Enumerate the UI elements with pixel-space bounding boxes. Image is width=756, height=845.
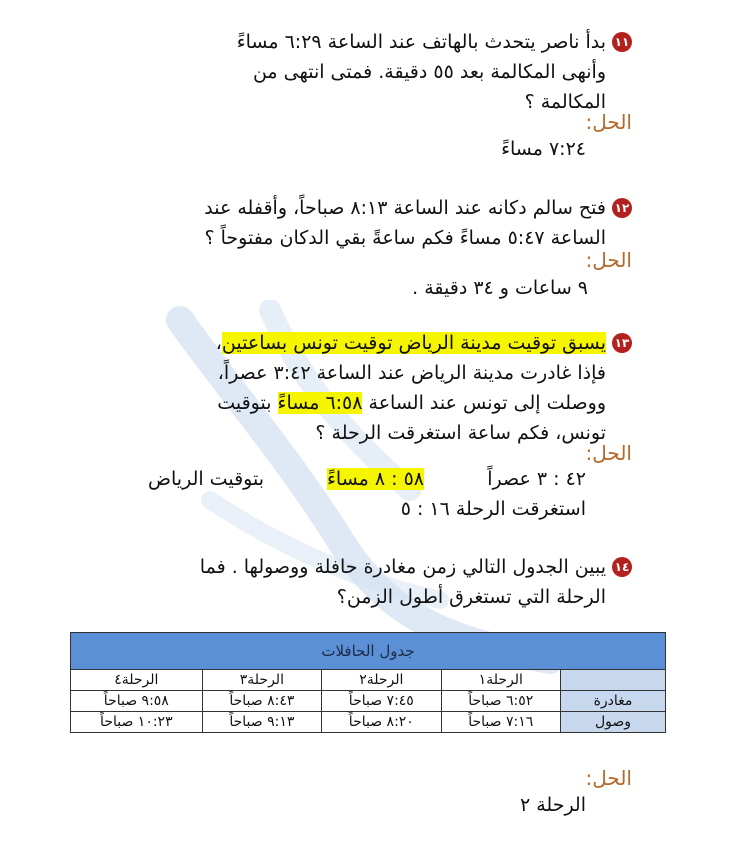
question-11-line-1: ١١بدأ ناصر يتحدث بالهاتف عند الساعة ٦:٢٩ مساءً <box>132 27 632 57</box>
table-cell: ٨:٤٣ صباحاً <box>202 691 321 712</box>
bus-schedule-table <box>70 632 666 733</box>
solution-label: الحل: <box>585 248 632 272</box>
table-cell: ٦:٥٢ صباحاً <box>441 691 560 712</box>
question-number-badge: ١٤ <box>612 557 632 577</box>
question-14-line-1: ١٤يبين الجدول التالي زمن مغادرة حافلة ووصولها . فما <box>132 552 632 582</box>
highlighted-text: يسبق توقيت مدينة الرياض توقيت تونس بساعتين <box>221 332 606 354</box>
work-time-left: ٤٢ : ٣ عصراً <box>487 468 586 490</box>
table-cell: ٩:٥٨ صباحاً <box>71 691 203 712</box>
answer-q13: استغرقت الرحلة ١٦ : ٥ <box>400 498 586 520</box>
highlighted-text: ٦:٥٨ مساءً <box>277 392 363 414</box>
answer-q14: الرحلة ٢ <box>519 794 586 816</box>
question-11 <box>132 27 632 117</box>
table-title: جدول الحافلات <box>71 633 666 670</box>
question-11-line-2: وأنهى المكالمة بعد ٥٥ دقيقة. فمتى انتهى من <box>252 61 606 83</box>
table-header-row <box>71 670 666 691</box>
table-header-cell: الرحلة٣ <box>202 670 321 691</box>
row-label-departure: مغادرة <box>561 691 666 712</box>
table-cell: ١٠:٢٣ صباحاً <box>71 712 203 733</box>
table-cell: ٧:٤٥ صباحاً <box>322 691 441 712</box>
question-11-line-3: المكالمة ؟ <box>524 91 606 113</box>
table-row <box>71 691 666 712</box>
question-12-line-1: ١٢فتح سالم دكانه عند الساعة ٨:١٣ صباحاً، وأقفله عند <box>132 193 632 223</box>
work-time-mid: ٥٨ : ٨ مساءً <box>326 468 424 490</box>
question-number-badge: ١٢ <box>612 198 632 218</box>
table-header-cell: الرحلة٢ <box>322 670 441 691</box>
question-number-badge: ١١ <box>612 32 632 52</box>
table-row <box>71 712 666 733</box>
question-13-line-2: فإذا غادرت مدينة الرياض عند الساعة ٣:٤٢ عصراً، <box>217 362 606 384</box>
question-13-line-4: تونس، فكم ساعة استغرقت الرحلة ؟ <box>315 422 606 444</box>
work-time-label: بتوقيت الرياض <box>148 468 264 490</box>
solution-label: الحل: <box>585 441 632 465</box>
solution-label: الحل: <box>585 766 632 790</box>
question-12 <box>132 193 632 253</box>
question-number-badge: ١٣ <box>612 333 632 353</box>
table-header-cell <box>561 670 666 691</box>
table-cell: ٩:١٣ صباحاً <box>202 712 321 733</box>
table-cell: ٧:١٦ صباحاً <box>441 712 560 733</box>
question-14 <box>132 552 632 612</box>
answer-q11: ٧:٢٤ مساءً <box>501 138 586 160</box>
question-13 <box>132 328 632 448</box>
table-cell: ٨:٢٠ صباحاً <box>322 712 441 733</box>
solution-label: الحل: <box>585 110 632 134</box>
question-13-line-1: ١٣يسبق توقيت مدينة الرياض توقيت تونس بساعتين، <box>132 328 632 358</box>
table-header-cell: الرحلة٤ <box>71 670 203 691</box>
question-13-line-3: ووصلت إلى تونس عند الساعة ٦:٥٨ مساءً بتوقيت <box>217 392 606 414</box>
table-header-cell: الرحلة١ <box>441 670 560 691</box>
answer-q12: ٩ ساعات و ٣٤ دقيقة . <box>412 277 588 299</box>
question-12-line-2: الساعة ٥:٤٧ مساءً فكم ساعةً بقي الدكان مفتوحاً ؟ <box>204 227 606 249</box>
row-label-arrival: وصول <box>561 712 666 733</box>
question-14-line-2: الرحلة التي تستغرق أطول الزمن؟ <box>336 586 606 608</box>
